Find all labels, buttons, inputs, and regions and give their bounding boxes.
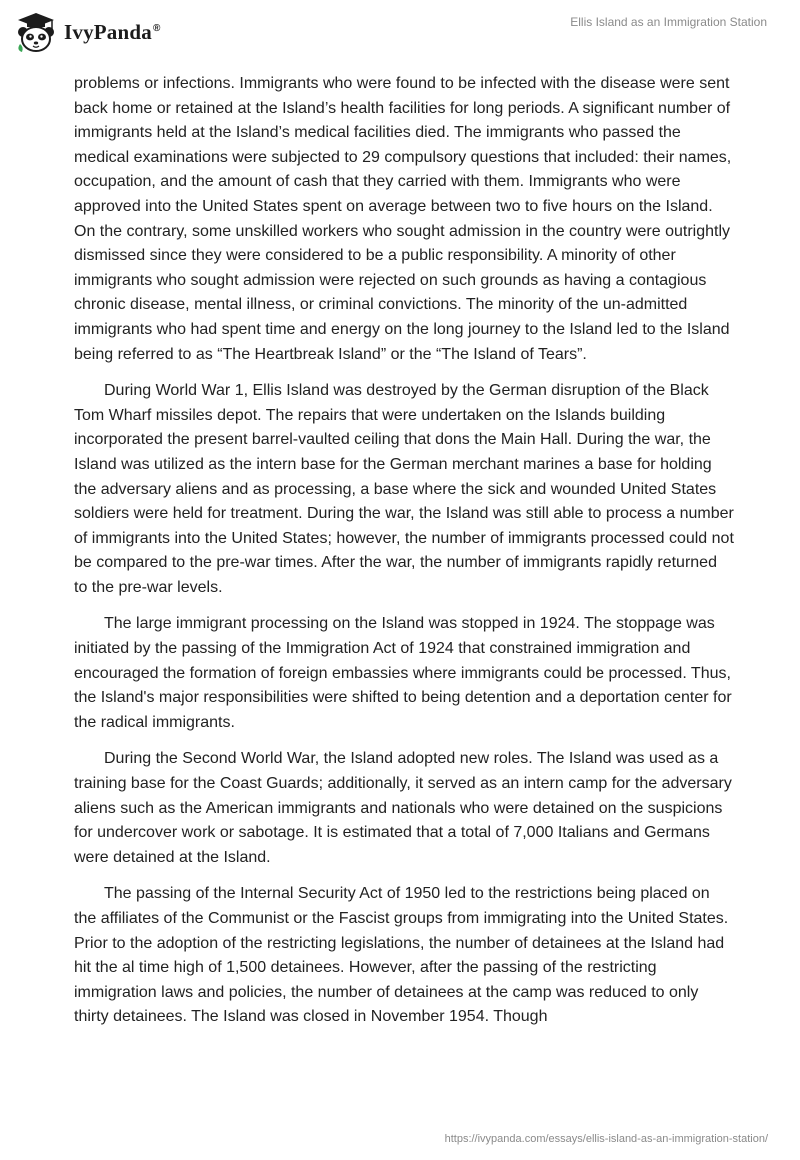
registered-mark: ® [152, 22, 161, 34]
source-url-link[interactable]: https://ivypanda.com/essays/ellis-island-as-an-immigration-station/ [444, 1133, 768, 1145]
essay-body [74, 72, 734, 1042]
paragraph: The passing of the Internal Security Act of 1950 led to the restrictions being placed on the affiliates of the Communist or the Fascist groups from immigrating into the United States. Prior to the adoption of the restricting legislations, the number of detainees at the Island had hit the al time high of 1,500 detainees. However, after the passing of the restricting immigration laws and policies, the number of detainees at the camp was reduced to only thirty detainees. The Island was closed in November 1954. Though [74, 885, 729, 1026]
document-title: Ellis Island as an Immigration Station [570, 15, 767, 29]
page-header [0, 0, 800, 70]
panda-graduation-cap-icon [14, 10, 58, 54]
paragraph: The large immigrant processing on the Island was stopped in 1924. The stoppage was initiated by the passing of the Immigration Act of 1924 that constrained immigration and encouraged the formation of foreign embassies where immigrants could be processed. Thus, the Island's major responsibilities were shifted to being detention and a deportation center for the radical immigrants. [74, 615, 732, 731]
paragraph: During World War 1, Ellis Island was destroyed by the German disruption of the Black Tom Wharf missiles depot. The repairs that were undertaken on the Islands building incorporated the present barrel-vaulted ceiling that dons the Main Hall. During the war, the Island was utilized as the intern base for the German merchant marines a base for holding the adversary aliens and as processing, a base where the sick and wounded United States soldiers were held for treatment. During the war, the Island was still able to process a number of immigrants into the United States; however, the number of immigrants processed could not be compared to the pre-war times. After the war, the number of immigrants rapidly returned to the pre-war levels. [74, 382, 734, 596]
brand-name: IvyPanda® [64, 19, 161, 44]
ivypanda-logo[interactable] [14, 10, 161, 54]
paragraph: problems or infections. Immigrants who were found to be infected with the disease were sent back home or retained at the Island’s health facilities for long periods. A significant number of immigrants held at the Island’s medical facilities died. The immigrants who passed the medical examinations were subjected to 29 compulsory questions that included: their names, occupation, and the amount of cash that they carried with them. Immigrants who were approved into the United States spent on average between two to five hours on the Island. On the contrary, some unskilled workers who sought admission in the country were outrightly dismissed since they were considered to be a public responsibility. A minority of other immigrants who sought admission were rejected on such grounds as having a contagious chronic disease, mental illness, or criminal convictions. The minority of the un-admitted immigrants who had spent time and energy on the long journey to the Island led to the Island being referred to as “The Heartbreak Island” or the “The Island of Tears”. [74, 75, 732, 363]
paragraph: During the Second World War, the Island adopted new roles. The Island was used as a training base for the Coast Guards; additionally, it served as an intern camp for the adversary aliens such as the American immigrants and nationals who were detained on the suspicions for undercover work or sabotage. It is estimated that a total of 7,000 Italians and Germans were detained at the Island. [74, 750, 732, 866]
